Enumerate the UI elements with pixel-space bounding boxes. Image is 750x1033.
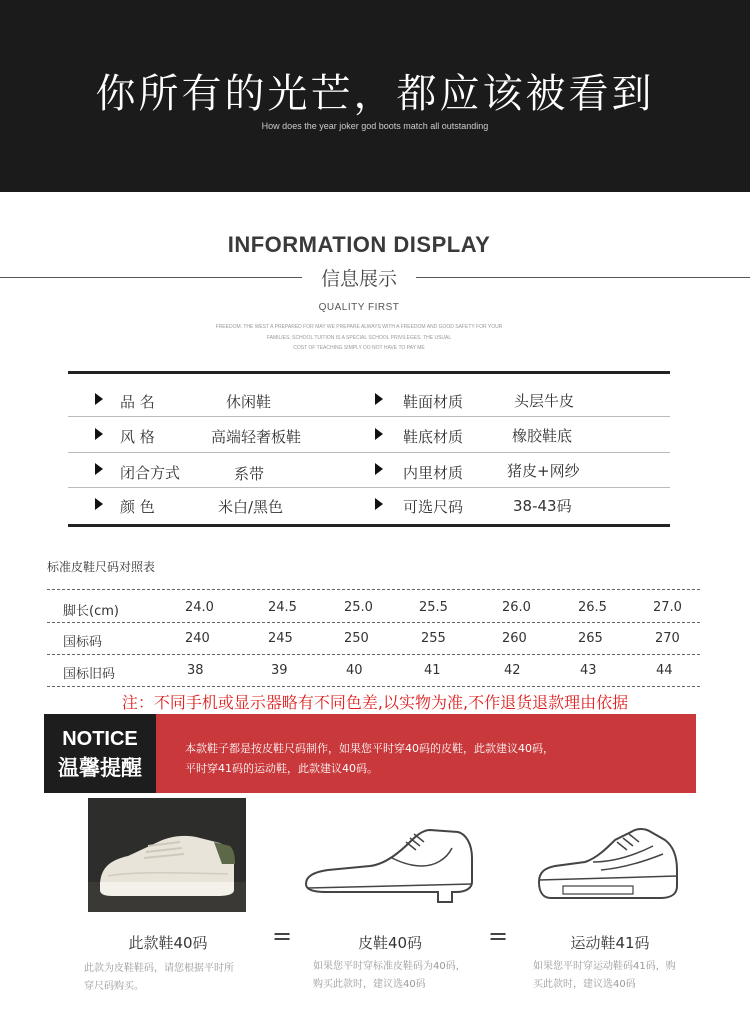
size-row-label: 国标码	[63, 635, 103, 650]
hero-banner	[0, 0, 750, 192]
info-cn-title: 信息展示	[320, 268, 397, 290]
size-cell: 42	[504, 663, 521, 678]
spec-table	[68, 371, 670, 527]
dashed-divider	[47, 589, 700, 590]
spec-divider	[68, 416, 670, 417]
size-table-caption: 标准皮鞋尺码对照表	[47, 560, 156, 574]
note-line: 购买此款时，建议选40码	[313, 979, 426, 990]
sneaker-size-note	[533, 958, 676, 994]
spec-value: 米白/黑色	[218, 498, 284, 516]
hero-title: 你所有的光芒，都应该被看到	[95, 71, 655, 117]
dashed-divider	[47, 686, 700, 687]
size-row-label: 脚长(cm)	[63, 604, 119, 619]
size-cell: 265	[578, 631, 603, 646]
spec-value: 高端轻奢板鞋	[211, 428, 302, 446]
triangle-right-icon	[375, 463, 383, 475]
sneaker-photo-icon	[88, 798, 246, 912]
size-cell: 260	[502, 631, 527, 646]
notice-text: 平时穿41码的运动鞋，此款建议40码。	[185, 762, 378, 775]
size-cell: 43	[580, 663, 597, 678]
spec-divider	[68, 452, 670, 453]
leather-shoe-icon	[300, 818, 478, 908]
size-cell: 24.0	[185, 600, 214, 615]
size-cell: 40	[346, 663, 363, 678]
size-cell: 44	[656, 663, 673, 678]
dashed-divider	[47, 654, 700, 655]
spec-value: 休闲鞋	[226, 393, 272, 411]
dashed-divider	[47, 622, 700, 623]
hero-subtitle: How does the year joker god boots match all outstanding	[261, 121, 489, 131]
size-cell: 38	[187, 663, 204, 678]
spec-value: 38-43码	[513, 497, 572, 515]
spec-value: 橡胶鞋底	[512, 427, 573, 445]
notice-text: 本款鞋子都是按皮鞋尺码制作，如果您平时穿40码的皮鞋，此款建议40码，	[185, 742, 554, 755]
product-photo	[88, 798, 246, 912]
sneaker-size-caption: 运动鞋41码	[570, 934, 650, 952]
leather-size-note	[313, 958, 466, 994]
size-cell: 26.0	[502, 600, 531, 615]
quality-first: QUALITY FIRST	[318, 302, 400, 313]
product-size-caption: 此款鞋40码	[128, 934, 208, 952]
equals-sign: =	[272, 922, 293, 950]
leather-size-caption: 皮鞋40码	[357, 934, 423, 952]
note-line: 买此款时，建议选40码	[533, 979, 636, 990]
notice-en-label: NOTICE	[62, 728, 138, 750]
sneaker-icon	[533, 822, 683, 912]
triangle-right-icon	[95, 498, 103, 510]
spec-label: 可选尺码	[403, 498, 464, 516]
spec-label: 闭合方式	[120, 464, 181, 482]
spec-label: 内里材质	[403, 464, 464, 482]
product-size-note	[84, 960, 234, 996]
size-cell: 24.5	[268, 600, 297, 615]
size-cell: 250	[344, 631, 369, 646]
size-cell: 245	[268, 631, 293, 646]
triangle-right-icon	[375, 498, 383, 510]
size-row-label: 国标旧码	[63, 667, 116, 682]
info-title: INFORMATION DISPLAY	[227, 232, 491, 257]
fine-print-line: COST OF TEACHING SIMPLY DO NOT HAVE TO PAY ME	[293, 345, 425, 351]
size-cell: 240	[185, 631, 210, 646]
spec-value: 头层牛皮	[514, 392, 575, 410]
note-line: 如果您平时穿运动鞋码41码，购	[533, 961, 676, 972]
spec-label: 风 格	[120, 428, 155, 446]
note-line: 如果您平时穿标准皮鞋码为40码，	[313, 961, 466, 972]
note-line: 此款为皮鞋鞋码，请您根据平时所	[84, 963, 234, 974]
color-disclaimer: 注：不同手机或显示器略有不同色差,以实物为准,不作退货退款理由依据	[121, 693, 629, 712]
triangle-right-icon	[375, 393, 383, 405]
note-line: 穿尺码购买。	[84, 981, 144, 992]
size-cell: 41	[424, 663, 441, 678]
triangle-right-icon	[95, 428, 103, 440]
notice-cn-label: 温馨提醒	[58, 756, 142, 780]
equals-sign: =	[488, 922, 509, 950]
triangle-right-icon	[375, 428, 383, 440]
triangle-right-icon	[95, 393, 103, 405]
size-cell: 26.5	[578, 600, 607, 615]
spec-label: 品 名	[120, 393, 155, 411]
spec-label: 鞋底材质	[403, 428, 464, 446]
size-cell: 39	[271, 663, 288, 678]
size-cell: 255	[421, 631, 446, 646]
size-cell: 27.0	[653, 600, 682, 615]
fine-print-line: FREEDOM. THE WEST A PREPARED FOR MAY WE PREPARE ALWAYS WITH A FREEDOM AND GOOD SAFETY FOR YOUR	[215, 324, 503, 330]
size-cell: 270	[655, 631, 680, 646]
triangle-right-icon	[95, 463, 103, 475]
spec-value: 猪皮+网纱	[507, 462, 580, 480]
spec-divider	[68, 487, 670, 488]
size-cell: 25.5	[419, 600, 448, 615]
fine-print-line: FAMILIES, SCHOOL TUITION IS A SPECIAL SCHOOL PRIVILEGES. THE USUAL	[266, 335, 452, 341]
spec-label: 鞋面材质	[403, 393, 464, 411]
size-cell: 25.0	[344, 600, 373, 615]
spec-value: 系带	[234, 465, 265, 483]
spec-label: 颜 色	[120, 498, 155, 516]
